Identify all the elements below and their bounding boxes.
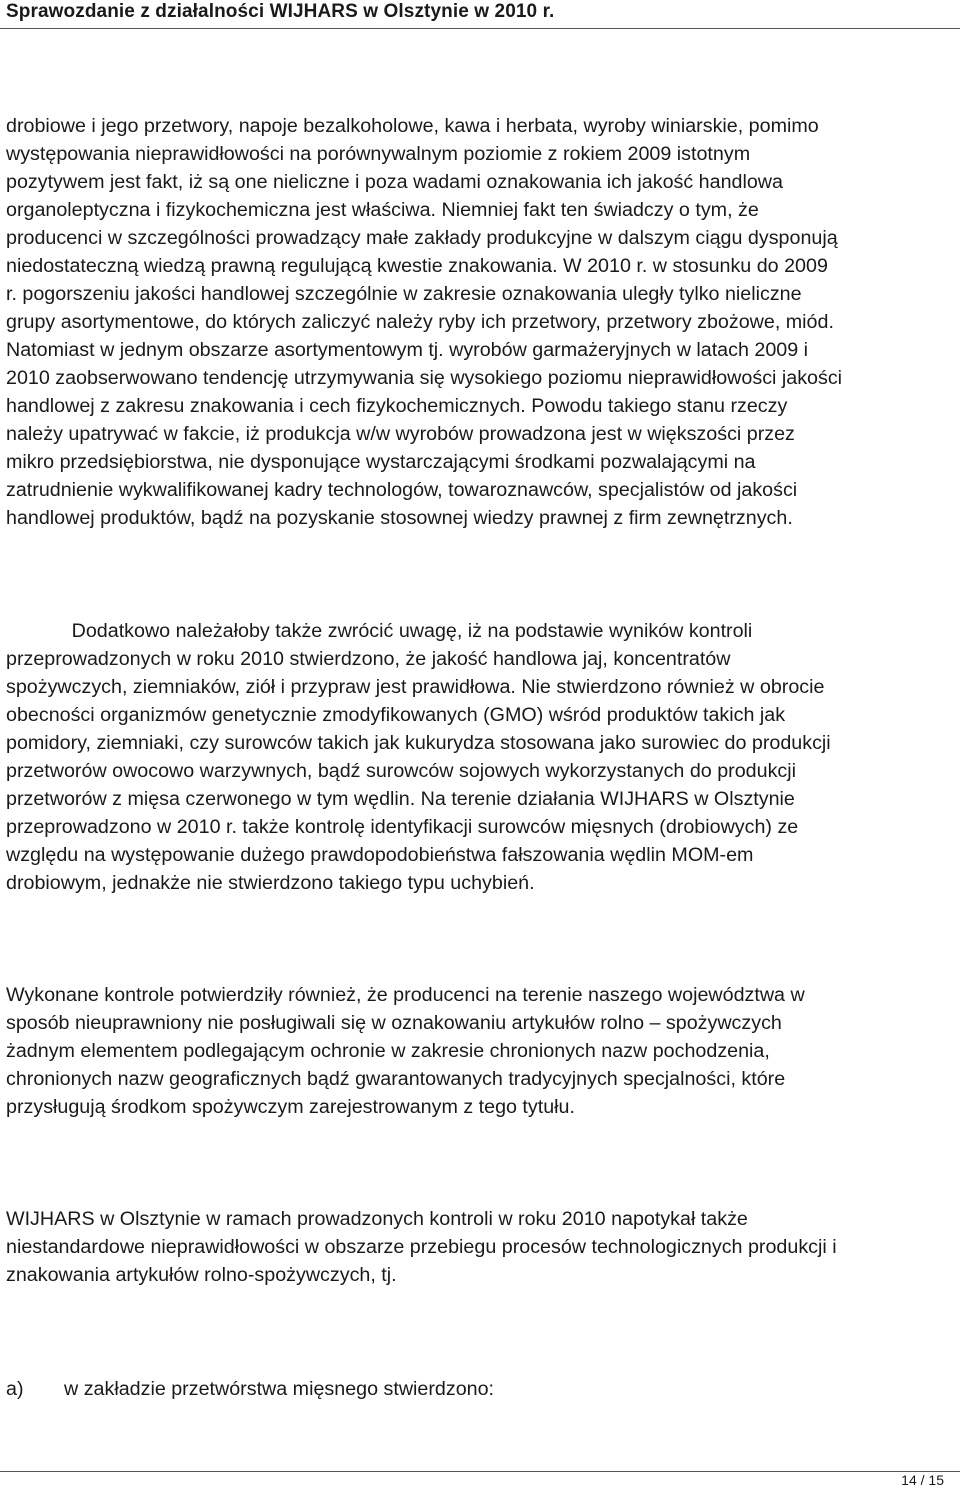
list-item — [6, 1375, 494, 1403]
header-divider — [0, 28, 960, 29]
text-line: spożywczych, ziemniaków, ziół i przypraw jest prawidłowa. Nie stwierdzono również w obrocie — [6, 676, 825, 698]
list-item-text: w zakładzie przetwórstwa mięsnego stwierdzono: — [64, 1378, 495, 1400]
text-line: względu na występowanie dużego prawdopodobieństwa fałszowania wędlin MOM-em — [6, 844, 754, 866]
list-marker: a) — [6, 1378, 24, 1400]
text-line: WIJHARS w Olsztynie w ramach prowadzonych kontroli w roku 2010 napotykał także — [6, 1208, 748, 1230]
paragraph-3 — [6, 981, 950, 1121]
text-line: Dodatkowo należałoby także zwrócić uwagę, iż na podstawie wyników kontroli — [6, 620, 753, 642]
text-line: mikro przedsiębiorstwa, nie dysponujące wystarczającymi środkami pozwalającymi na — [6, 451, 756, 473]
text-line: żadnym elementem podlegającym ochronie w zakresie chronionych nazw pochodzenia, — [6, 1040, 770, 1062]
text-line: pomidory, ziemniaki, czy surowców takich jak kukurydza stosowana jako surowiec do produkcji — [6, 732, 831, 754]
text-line: zatrudnienie wykwalifikowanej kadry technologów, towaroznawców, specjalistów od jakości — [6, 479, 798, 501]
text-line: obecności organizmów genetycznie zmodyfikowanych (GMO) wśród produktów takich jak — [6, 704, 786, 726]
text-line: występowania nieprawidłowości na porównywalnym poziomie z rokiem 2009 istotnym — [6, 143, 751, 165]
text-line: należy upatrywać w fakcie, iż produkcja w/w wyrobów prowadzona jest w większości przez — [6, 423, 795, 445]
page-number: 14 / 15 — [901, 1472, 944, 1488]
text-line: przysługują środkom spożywczym zarejestrowanym z tego tytułu. — [6, 1096, 575, 1118]
text-line: niedostateczną wiedzą prawną regulującą kwestie znakowania. W 2010 r. w stosunku do 2009 — [6, 255, 828, 277]
text-line: Natomiast w jednym obszarze asortymentowym tj. wyrobów garmażeryjnych w latach 2009 i — [6, 339, 809, 361]
text-line: sposób nieuprawniony nie posługiwali się w oznakowaniu artykułów rolno – spożywczych — [6, 1012, 782, 1034]
text-line: handlowej z zakresu znakowania i cech fizykochemicznych. Powodu takiego stanu rzeczy — [6, 395, 788, 417]
text-line: drobiowym, jednakże nie stwierdzono takiego typu uchybień. — [6, 872, 535, 894]
text-line: r. pogorszeniu jakości handlowej szczególnie w zakresie oznakowania uległy tylko nieliczne — [6, 283, 802, 305]
text-line: niestandardowe nieprawidłowości w obszarze przebiegu procesów technologicznych produkcji i — [6, 1236, 837, 1258]
text-line: przeprowadzono w 2010 r. także kontrolę identyfikacji surowców mięsnych (drobiowych) ze — [6, 816, 799, 838]
text-line: producenci w szczególności prowadzący małe zakłady produkcyjne w dalszym ciągu dysponują — [6, 227, 838, 249]
text-line: przetworów z mięsa czerwonego w tym wędlin. Na terenie działania WIJHARS w Olsztynie — [6, 788, 795, 810]
paragraph-4 — [6, 1205, 950, 1289]
text-line: przeprowadzonych w roku 2010 stwierdzono, że jakość handlowa jaj, koncentratów — [6, 648, 731, 670]
text-line: grupy asortymentowe, do których zaliczyć należy ryby ich przetwory, przetwory zbożowe, miód. — [6, 311, 834, 333]
footer-divider — [0, 1471, 960, 1472]
paragraph-2 — [6, 617, 950, 897]
text-line: organoleptyczna i fizykochemiczna jest właściwa. Niemniej fakt ten świadczy o tym, że — [6, 199, 759, 221]
text-line: chronionych nazw geograficznych bądź gwarantowanych tradycyjnych specjalności, które — [6, 1068, 786, 1090]
text-line: 2010 zaobserwowano tendencję utrzymywania się wysokiego poziomu nieprawidłowości jakości — [6, 367, 843, 389]
paragraph-1 — [6, 112, 950, 532]
document-header-title: Sprawozdanie z działalności WIJHARS w Olsztynie w 2010 r. — [6, 1, 555, 22]
text-line: przetworów owocowo warzywnych, bądź surowców sojowych wykorzystanych do produkcji — [6, 760, 796, 782]
text-line: handlowej produktów, bądź na pozyskanie stosownej wiedzy prawnej z firm zewnętrznych. — [6, 507, 793, 529]
text-line: Wykonane kontrole potwierdziły również, że producenci na terenie naszego województwa w — [6, 984, 805, 1006]
text-line: drobiowe i jego przetwory, napoje bezalkoholowe, kawa i herbata, wyroby winiarskie, pomimo — [6, 115, 819, 137]
text-line: znakowania artykułów rolno-spożywczych, tj. — [6, 1264, 397, 1286]
text-line: pozytywem jest fakt, iż są one nieliczne i poza wadami oznakowania ich jakość handlowa — [6, 171, 783, 193]
